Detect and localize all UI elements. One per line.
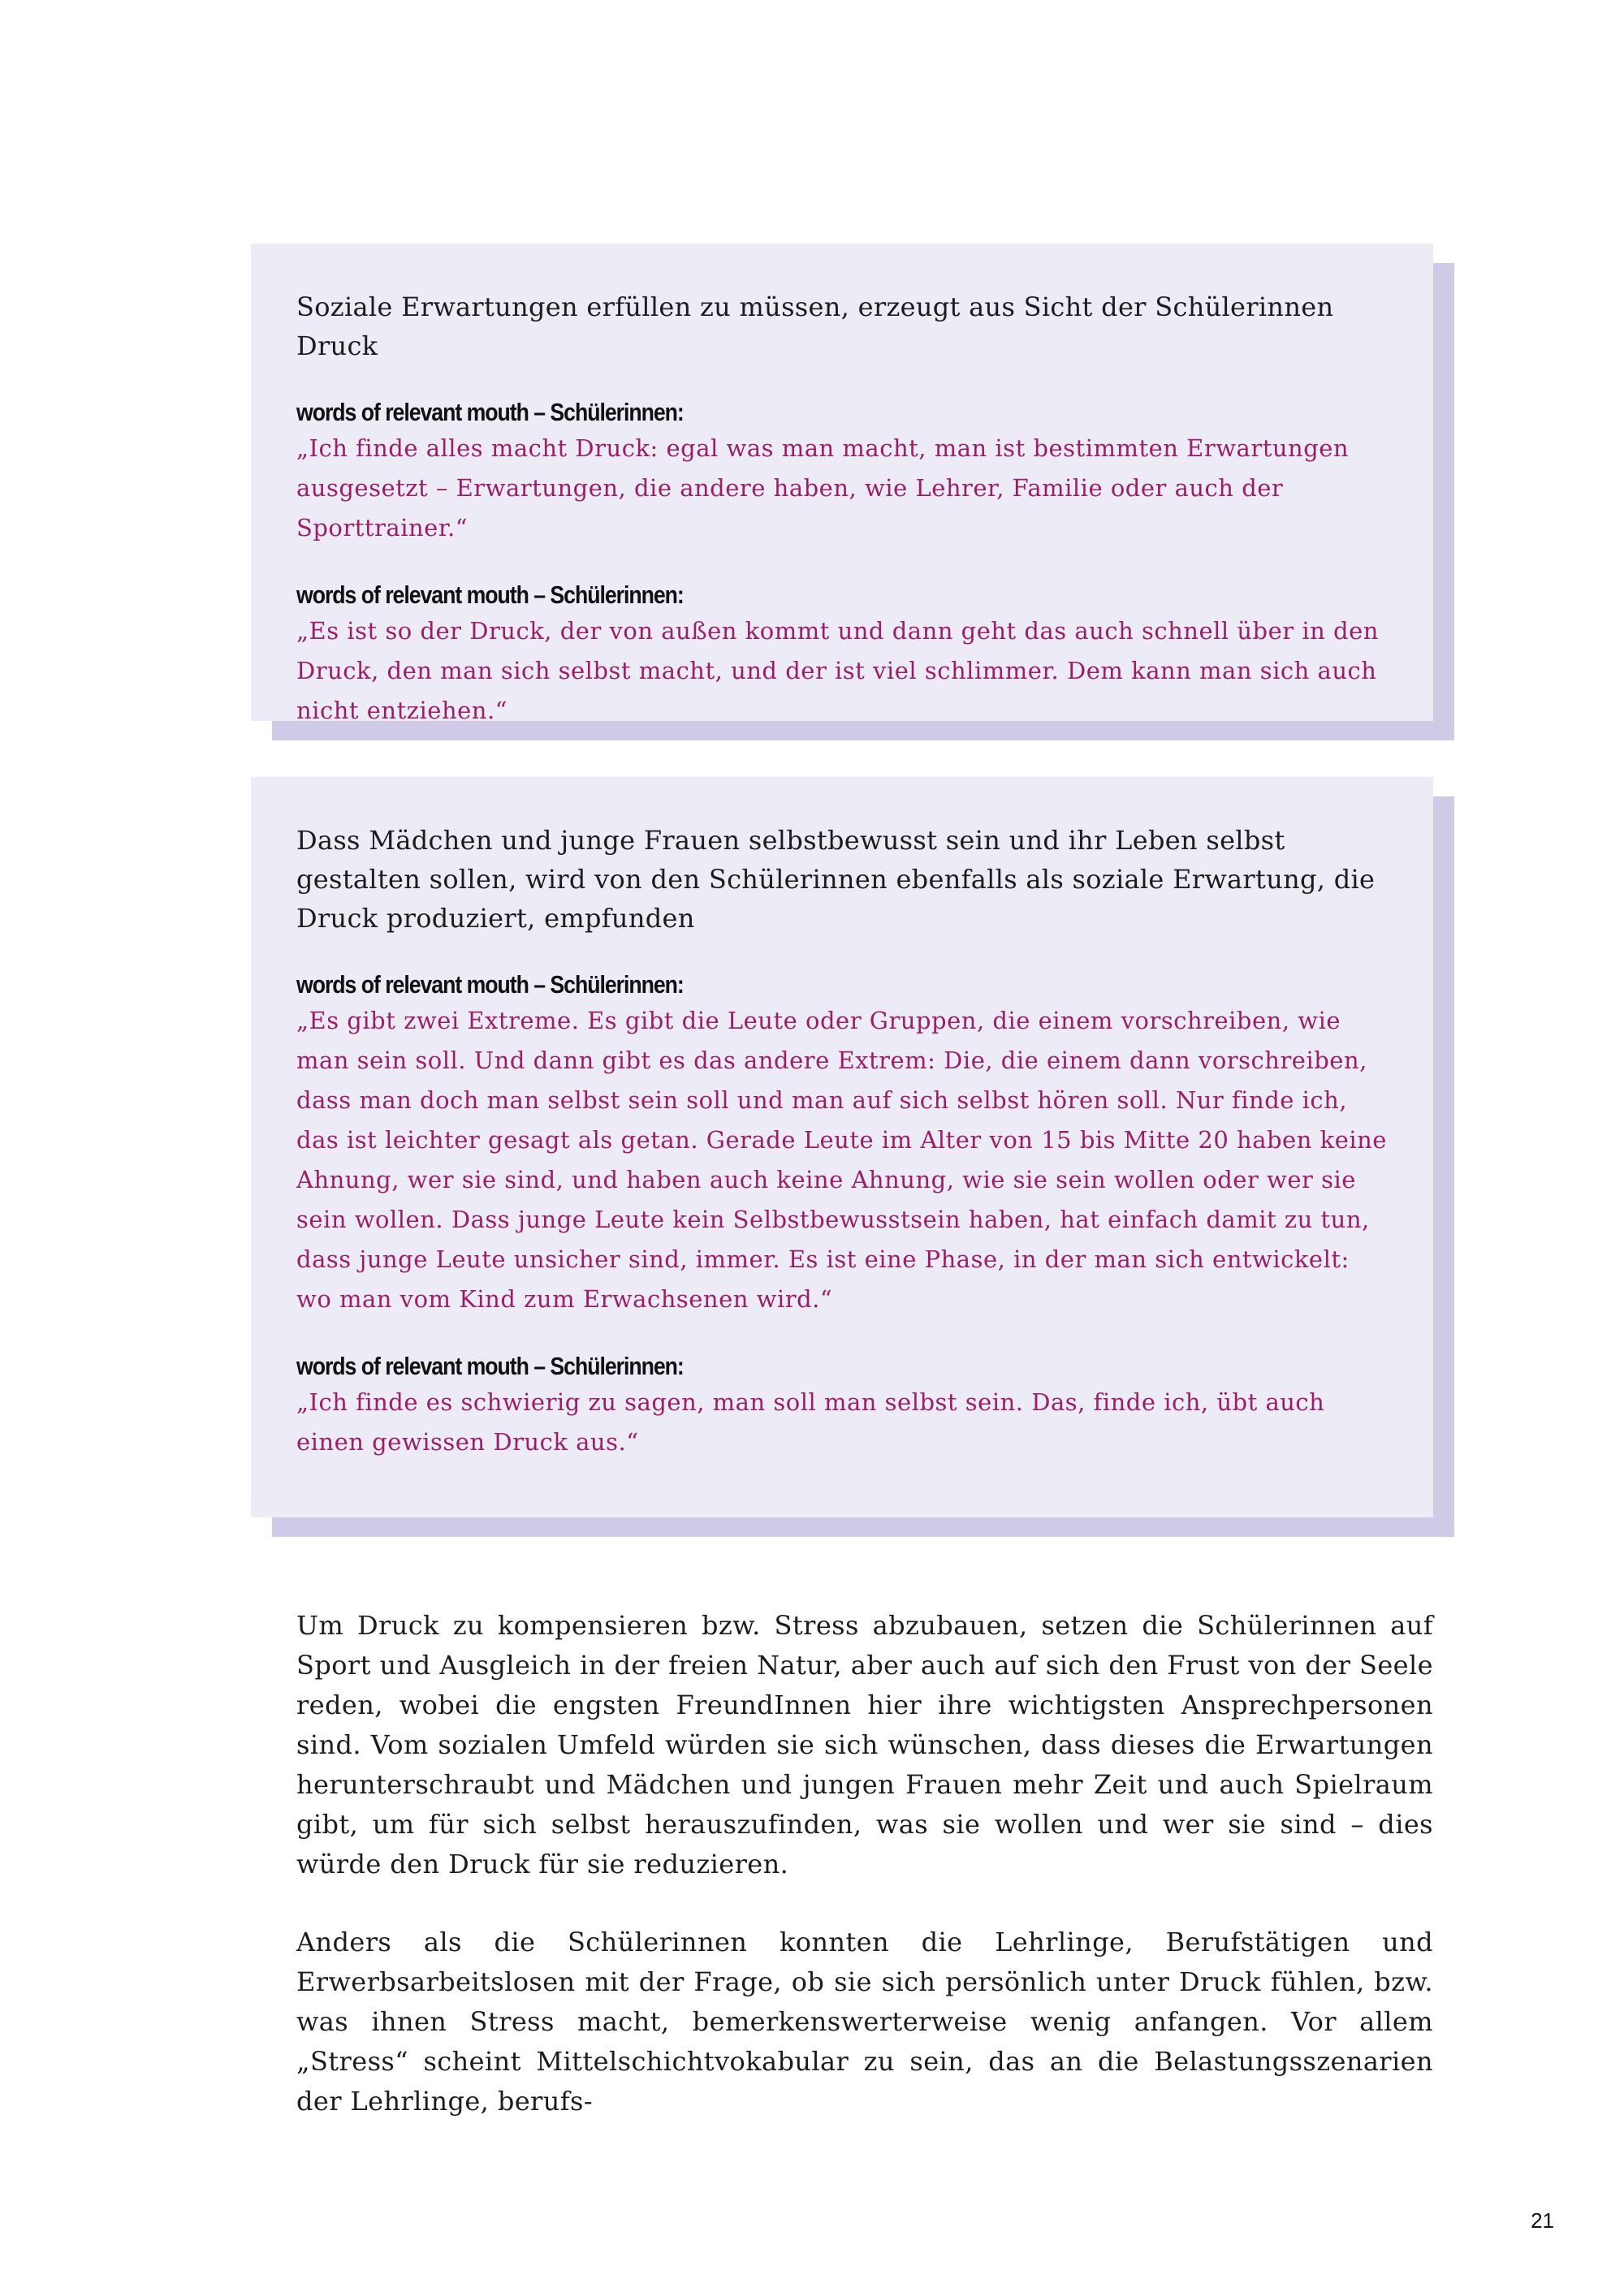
quote-text: „Es ist so der Druck, der von außen kommt und dann geht das auch schnell über in den Druck, den man sich selbst macht, und der ist viel schlimmer. Dem kann man sich auch nicht entziehen.“ <box>296 617 1379 724</box>
body-paragraph: Anders als die Schülerinnen konnten die Lehrlinge, Berufstätigen und Erwerbsarbeitslosen mit der Frage, ob sie sich persönlich unter Druck fühlen, bzw. was ihnen Stress macht, bemerkenswerterweise wenig anfangen. Vor allem „Stress“ scheint Mittelschichtvokabular zu sein, das an die Belastungsszenarien der Lehrlinge, berufs- <box>296 1927 1433 2117</box>
quote-speaker: words of relevant mouth – Schülerinnen: <box>296 398 684 426</box>
page-number: 21 <box>1531 2208 1554 2233</box>
box-heading: Dass Mädchen und junge Frauen selbstbewusst sein und ihr Leben selbst gestalten sollen, wird von den Schülerinnen ebenfalls als soziale Erwartung, die Druck produziert, empfunden <box>296 825 1376 934</box>
body-paragraph: Um Druck zu kompensieren bzw. Stress abzubauen, setzen die Schülerinnen auf Sport und Ausgleich in der freien Natur, aber auch auf sich den Frust von der Seele reden, wobei die engsten FreundInnen hier ihre wichtigsten Ansprechpersonen sind. Vom sozialen Umfeld würden sie sich wünschen, dass dieses die Erwartungen herunterschraubt und Mädchen und jungen Frauen mehr Zeit und auch Spielraum gibt, um für sich selbst herauszufinden, was sie wollen und wer sie sind – dies würde den Druck für sie reduzieren. <box>296 1610 1433 1880</box>
quote-text: „Ich finde alles macht Druck: egal was man macht, man ist bestimmten Erwartungen ausgesetzt – Erwartungen, die andere haben, wie Lehrer, Familie oder auch der Sporttrainer.“ <box>296 434 1350 542</box>
quote-box-self-confidence <box>251 777 1433 1517</box>
quote-text: „Es gibt zwei Extreme. Es gibt die Leute oder Gruppen, die einem vorschreiben, wie man sein soll. Und dann gibt es das andere Extrem: Die, die einem dann vorschreiben, dass man doch man selbst sein soll und man auf sich selbst hören soll. Nur finde ich, das ist leichter gesagt als getan. Gerade Leute im Alter von 15 bis Mitte 20 haben keine Ahnung, wer sie sind, und haben auch keine Ahnung, wie sie sein wollen oder wer sie sein wollen. Dass junge Leute kein Selbstbewusstsein haben, hat einfach damit zu tun, dass junge Leute unsicher sind, immer. Es ist eine Phase, in der man sich entwickelt: wo man vom Kind zum Erwachsenen wird.“ <box>296 1007 1387 1313</box>
quote-box-social-expectations <box>251 244 1433 724</box>
quote-speaker: words of relevant mouth – Schülerinnen: <box>296 1352 684 1380</box>
box-heading: Soziale Erwartungen erfüllen zu müssen, erzeugt aus Sicht der Schülerinnen Druck <box>296 291 1334 361</box>
quote-block <box>296 396 1389 548</box>
quote-speaker: words of relevant mouth – Schülerinnen: <box>296 970 684 999</box>
quote-block <box>296 1350 1389 1462</box>
quote-block <box>296 969 1389 1319</box>
quote-text: „Ich finde es schwierig zu sagen, man soll man selbst sein. Das, finde ich, übt auch einen gewissen Druck aus.“ <box>296 1388 1325 1456</box>
quote-speaker: words of relevant mouth – Schülerinnen: <box>296 580 684 609</box>
quote-block <box>296 579 1389 731</box>
